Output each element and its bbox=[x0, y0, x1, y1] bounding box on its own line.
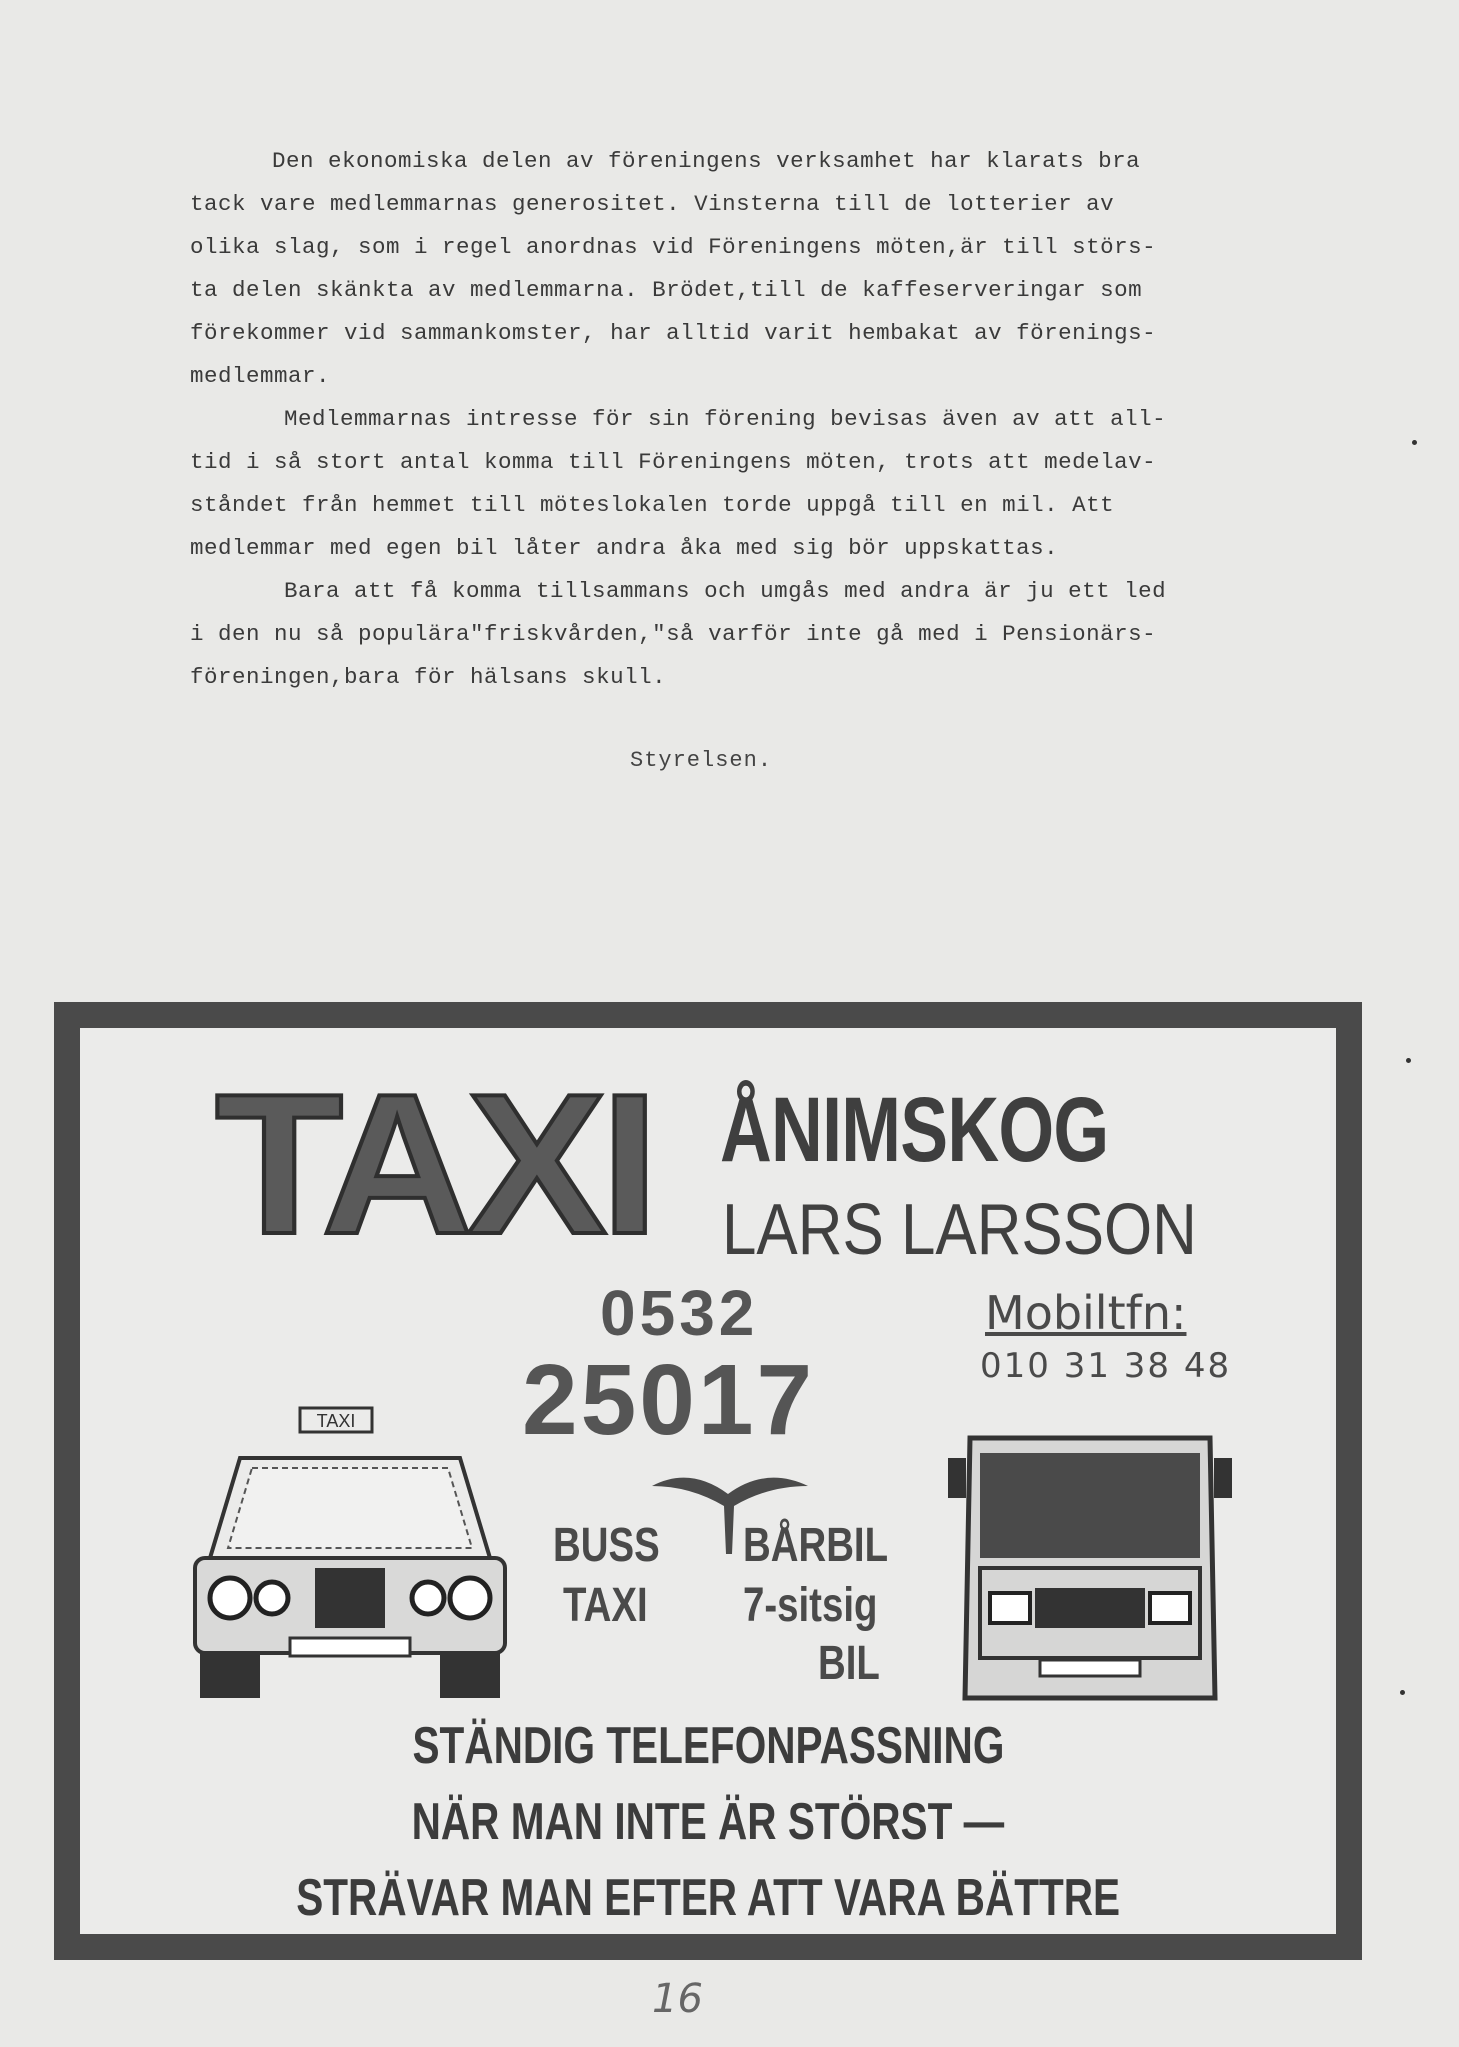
page-number: 16 bbox=[652, 1976, 703, 2022]
scan-speck bbox=[1406, 1058, 1411, 1063]
letter-line: olika slag, som i regel anordnas vid Föreningens möten,är till störs- bbox=[190, 234, 1157, 260]
ad-service-taxi: TAXI bbox=[563, 1579, 648, 1632]
ad-taxi-logo: TAXI bbox=[215, 1053, 653, 1276]
ad-mobile-label: Mobiltfn: bbox=[985, 1286, 1187, 1340]
taxi-car-illustration bbox=[180, 1398, 520, 1708]
letter-line: tid i så stort antal komma till Föreningens möten, trots att medelav- bbox=[190, 449, 1157, 475]
taxi-advertisement bbox=[54, 1002, 1362, 1960]
ad-service-bil: BIL bbox=[818, 1637, 880, 1690]
scan-speck bbox=[1400, 1690, 1405, 1695]
ad-service-7-sitsig: 7-sitsig bbox=[743, 1579, 878, 1632]
ad-slogan-line: STRÄVAR MAN EFTER ATT VARA BÄTTRE bbox=[296, 1869, 1120, 1927]
car-roof-sign: TAXI bbox=[316, 1411, 356, 1431]
letter-line: tack vare medlemmarnas generositet. Vinsterna till de lotterier av bbox=[190, 191, 1115, 217]
scan-speck bbox=[1412, 440, 1417, 445]
ad-company-name: ÅNIMSKOG bbox=[720, 1079, 1109, 1181]
letter-line: ståndet från hemmet till möteslokalen torde uppgå till en mil. Att bbox=[190, 492, 1115, 518]
letter-line: ta delen skänkta av medlemmarna. Brödet,till de kaffeserveringar som bbox=[190, 277, 1143, 303]
letter-line: i den nu så populära"friskvården,"så varför inte gå med i Pensionärs- bbox=[190, 621, 1157, 647]
ad-service-buss: BUSS bbox=[553, 1519, 660, 1572]
letter-line: Medlemmarnas intresse för sin förening bevisas även av att all- bbox=[284, 406, 1167, 432]
letter-line: medlemmar med egen bil låter andra åka med sig bör uppskattas. bbox=[190, 535, 1059, 561]
letter-line: Bara att få komma tillsammans och umgås med andra är ju ett led bbox=[284, 578, 1167, 604]
letter-text bbox=[190, 140, 1280, 699]
letter-line: Den ekonomiska delen av föreningens verksamhet har klarats bra bbox=[272, 148, 1141, 174]
letter-line: föreningen,bara för hälsans skull. bbox=[190, 664, 667, 690]
letter-line: medlemmar. bbox=[190, 363, 331, 389]
ad-mobile-number: 010 31 38 48 bbox=[980, 1346, 1232, 1386]
van-illustration bbox=[940, 1398, 1240, 1708]
ad-service-barbil: BÅRBIL bbox=[743, 1519, 889, 1572]
ad-slogan-line: NÄR MAN INTE ÄR STÖRST — bbox=[411, 1793, 1005, 1851]
signature: Styrelsen. bbox=[630, 748, 773, 773]
ad-phone-number: 25017 bbox=[522, 1344, 816, 1456]
letter-line: förekommer vid sammankomster, har alltid varit hembakat av förenings- bbox=[190, 320, 1157, 346]
ad-owner-name: LARS LARSSON bbox=[722, 1190, 1197, 1270]
ad-phone-area-code: 0532 bbox=[600, 1277, 759, 1349]
ad-slogan-line: STÄNDIG TELEFONPASSNING bbox=[412, 1717, 1004, 1775]
